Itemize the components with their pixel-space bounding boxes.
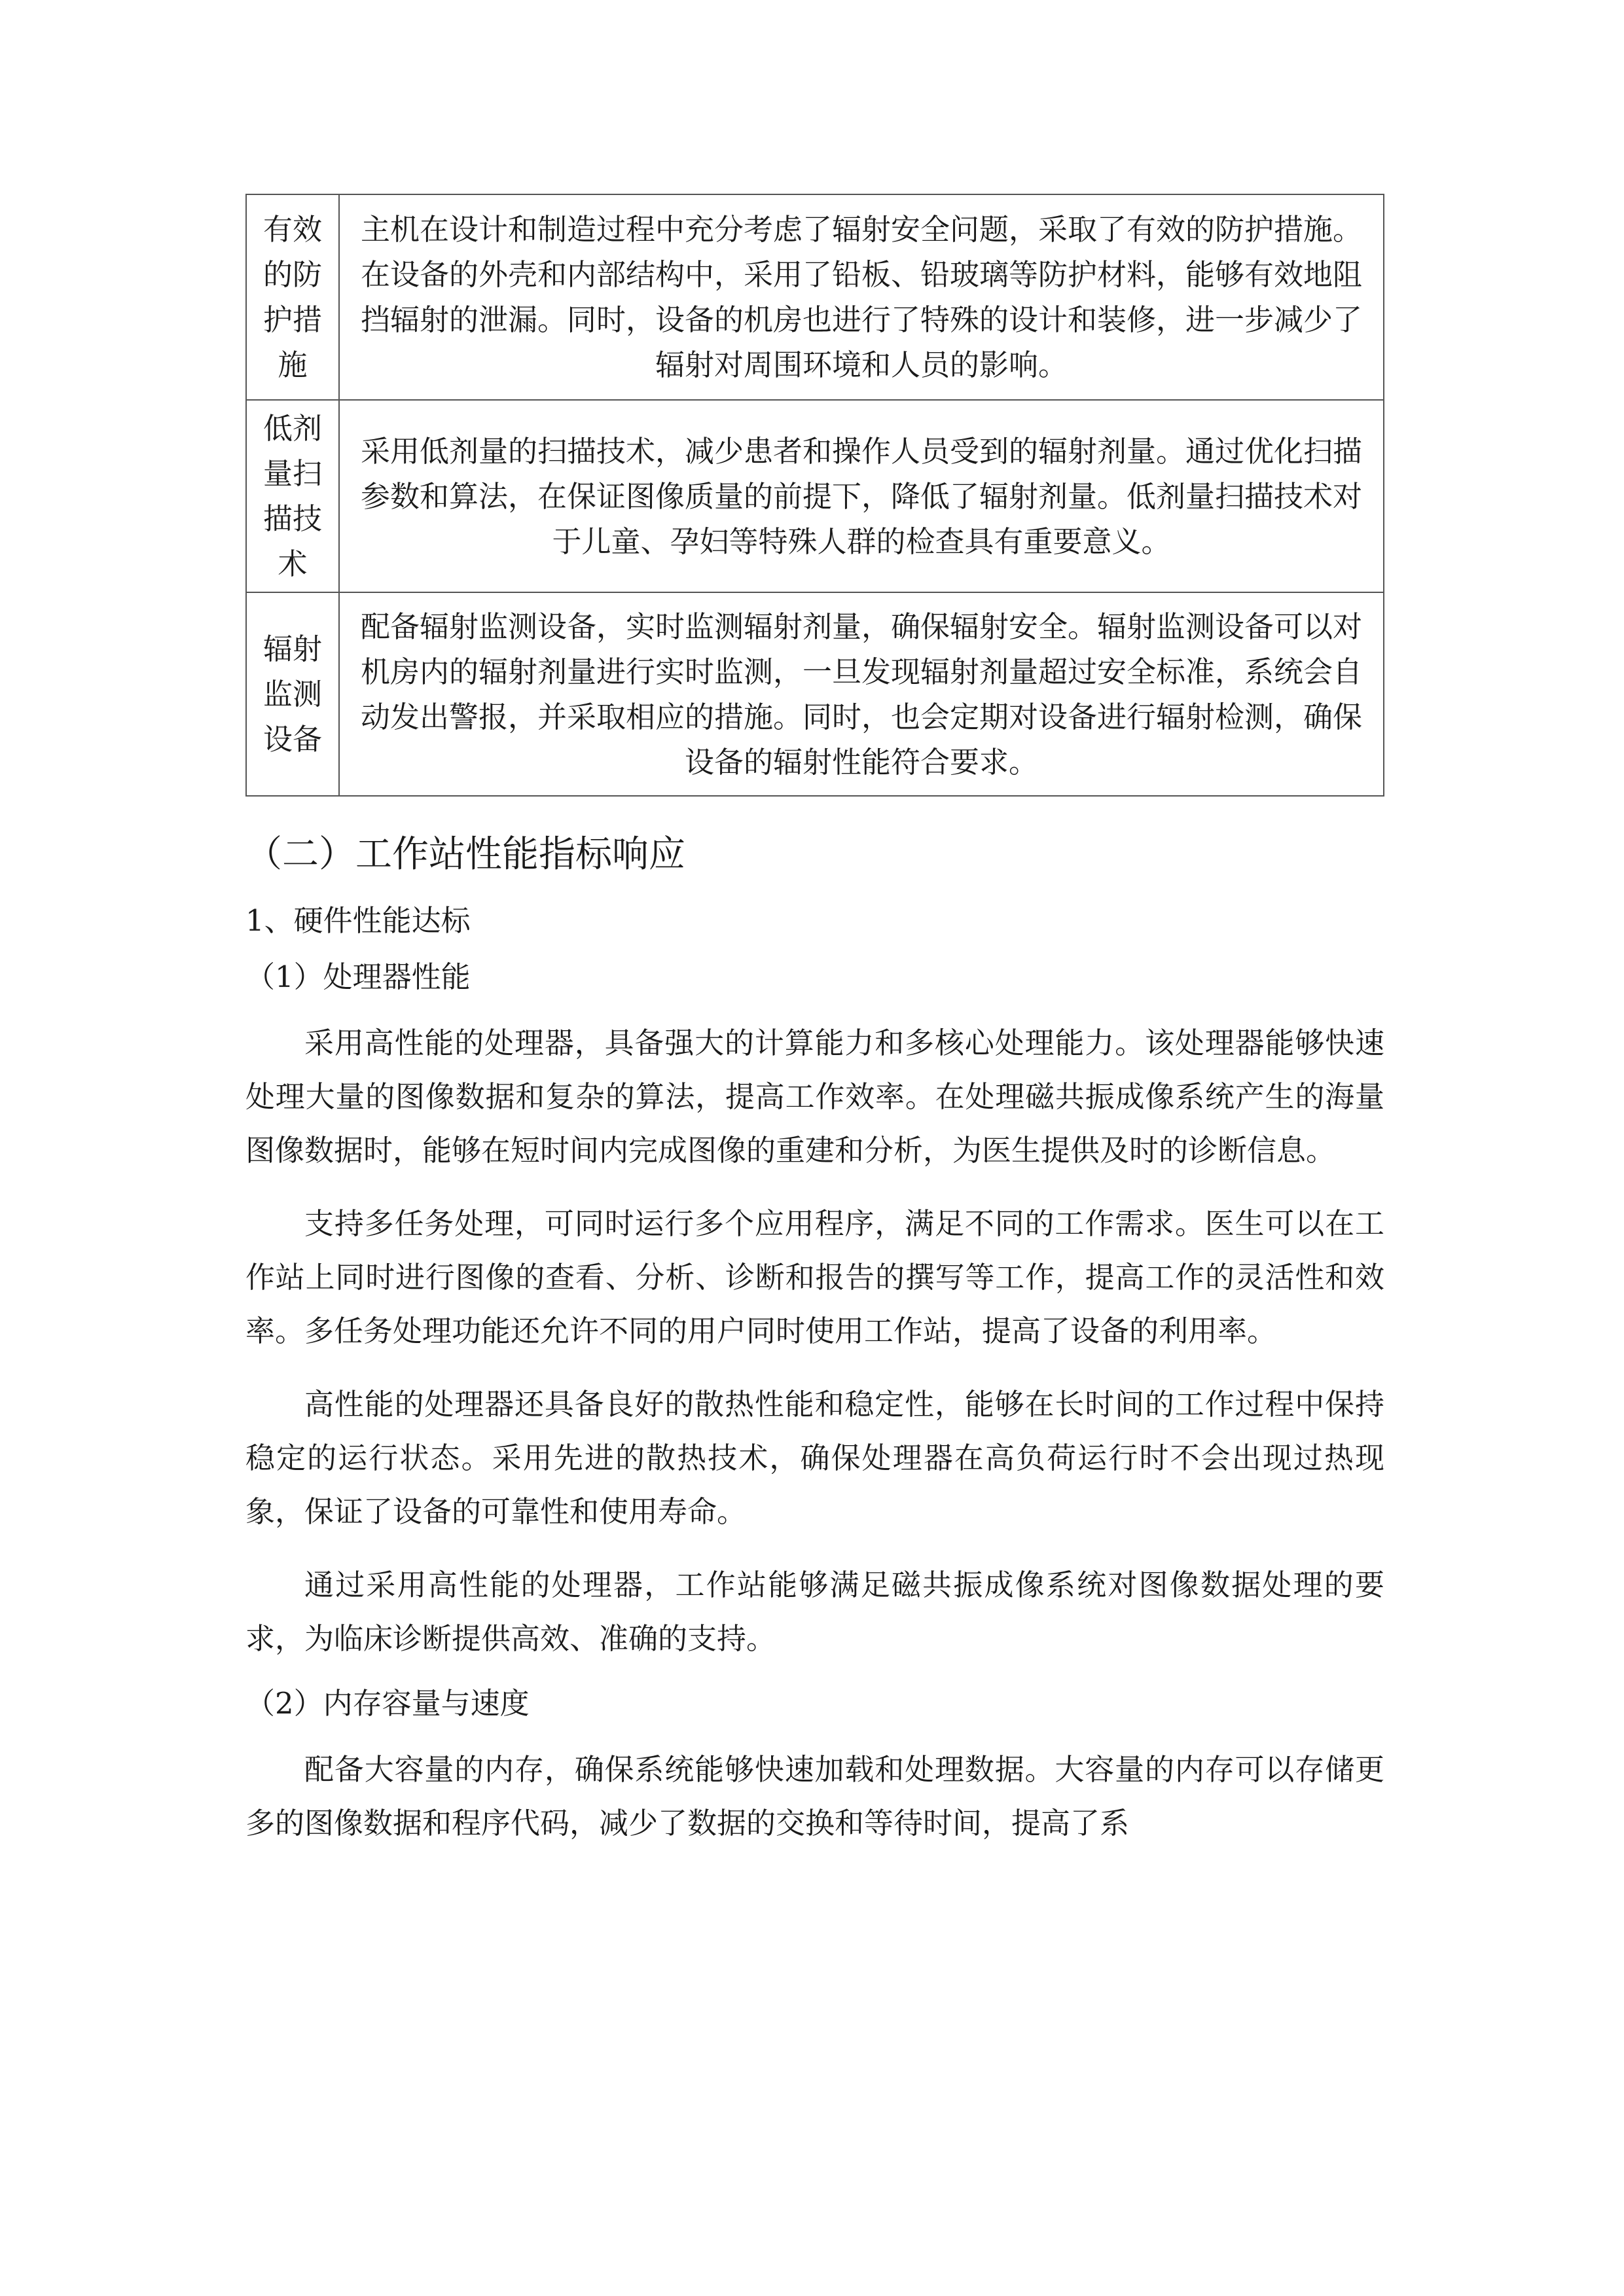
- subsection-heading: 1、硬件性能达标: [245, 903, 471, 938]
- table-row: [246, 400, 1384, 592]
- paragraph: 支持多任务处理，可同时运行多个应用程序，满足不同的工作需求。医生可以在工作站上同时进行图像的查看、分析、诊断和报告的撰写等工作，提高工作的灵活性和效率。多任务处理功能还允许不同的用户同时使用工作站，提高了设备的利用率。: [245, 1206, 1384, 1348]
- row-label: 低剂量扫描技术: [246, 400, 339, 592]
- table-row: [246, 592, 1384, 796]
- paragraph: 采用高性能的处理器，具备强大的计算能力和多核心处理能力。该处理器能够快速处理大量的图像数据和复杂的算法，提高工作效率。在处理磁共振成像系统产生的海量图像数据时，能够在短时间内完成图像的重建和分析，为医生提供及时的诊断信息。: [245, 1026, 1384, 1168]
- row-label: 有效的防护措施: [246, 194, 339, 400]
- paragraph: 高性能的处理器还具备良好的散热性能和稳定性，能够在长时间的工作过程中保持稳定的运行状态。采用先进的散热技术，确保处理器在高负荷运行时不会出现过热现象，保证了设备的可靠性和使用寿命。: [245, 1387, 1384, 1529]
- row-content: 配备辐射监测设备，实时监测辐射剂量，确保辐射安全。辐射监测设备可以对机房内的辐射剂量进行实时监测，一旦发现辐射剂量超过安全标准，系统会自动发出警报，并采取相应的措施。同时，也会定期对设备进行辐射检测，确保设备的辐射性能符合要求。: [339, 592, 1384, 796]
- row-content: 采用低剂量的扫描技术，减少患者和操作人员受到的辐射剂量。通过优化扫描参数和算法，在保证图像质量的前提下，降低了辐射剂量。低剂量扫描技术对于儿童、孕妇等特殊人群的检查具有重要意义。: [339, 400, 1384, 592]
- table-row: [246, 194, 1384, 400]
- item-heading-processor: （1）处理器性能: [245, 960, 471, 994]
- paragraph: 配备大容量的内存，确保系统能够快速加载和处理数据。大容量的内存可以存储更多的图像数据和程序代码，减少了数据的交换和等待时间，提高了系: [245, 1752, 1384, 1840]
- row-content: 主机在设计和制造过程中充分考虑了辐射安全问题，采取了有效的防护措施。在设备的外壳和内部结构中，采用了铅板、铅玻璃等防护材料，能够有效地阻挡辐射的泄漏。同时，设备的机房也进行了特殊的设计和装修，进一步减少了辐射对周围环境和人员的影响。: [339, 194, 1384, 400]
- row-label: 辐射监测设备: [246, 592, 339, 796]
- safety-measures-table: [245, 194, 1384, 797]
- document-body: [245, 194, 1384, 1850]
- section-heading: （二）工作站性能指标响应: [245, 833, 685, 876]
- item-heading-memory: （2）内存容量与速度: [245, 1686, 530, 1721]
- paragraph: 通过采用高性能的处理器，工作站能够满足磁共振成像系统对图像数据处理的要求，为临床诊断提供高效、准确的支持。: [245, 1568, 1384, 1656]
